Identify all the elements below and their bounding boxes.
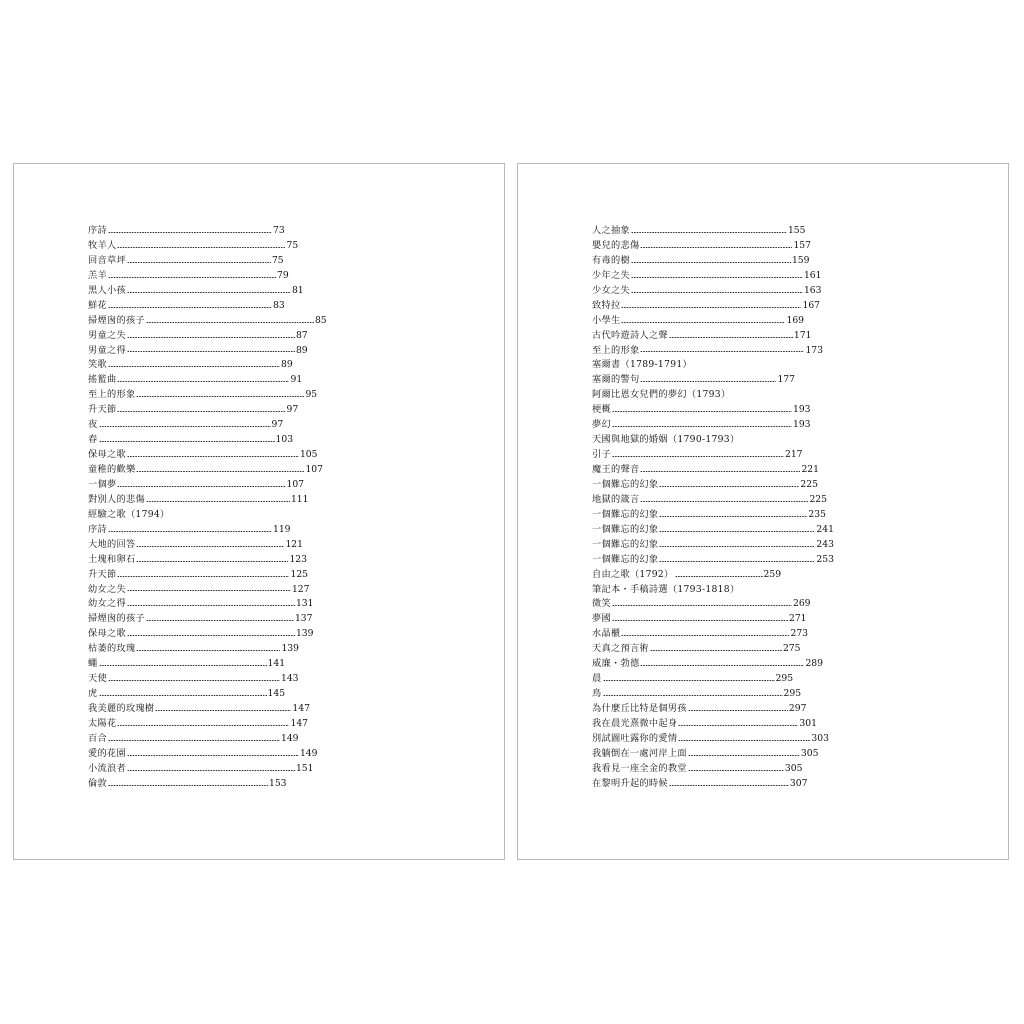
dot-leader: [603, 680, 775, 681]
toc-entry: [592, 373, 834, 388]
toc-entry: [88, 463, 327, 478]
toc-entry: [592, 269, 834, 284]
dot-leader: [155, 710, 291, 711]
toc-entry-title: 幼女之得: [88, 598, 126, 610]
toc-page-number: 87: [295, 329, 308, 341]
toc-entry-title: 夢國: [592, 613, 611, 625]
dot-leader: [117, 576, 289, 577]
toc-entry-title: 土塊和卵石: [88, 553, 136, 565]
section-heading: [592, 583, 834, 598]
toc-page-number: 147: [290, 717, 309, 729]
dot-leader: [640, 665, 804, 666]
toc-entry-title: 夜: [88, 419, 98, 431]
toc-page-number: 119: [272, 523, 291, 535]
dot-leader: [108, 277, 276, 278]
toc-entry-title: 自由之歌（1792）: [592, 568, 674, 580]
toc-page-number: 155: [787, 225, 806, 236]
dot-leader: [659, 531, 815, 532]
toc-page-number: 91: [290, 374, 303, 386]
toc-entry: [88, 687, 327, 702]
toc-entry-title: 致特拉: [592, 299, 621, 311]
dot-leader: [108, 740, 280, 741]
toc-entry: [88, 642, 327, 657]
toc-entry: [88, 314, 327, 329]
dot-leader: [117, 486, 285, 487]
toc-entry-title: 至上的形象: [592, 344, 640, 356]
toc-entry-title: 夢幻: [592, 419, 611, 431]
toc-entry: [592, 687, 834, 702]
toc-page-number: 107: [305, 464, 323, 475]
toc-entry: [88, 597, 327, 612]
dot-leader: [631, 277, 803, 278]
toc-entry: [592, 493, 834, 508]
toc-entry-title: 掃煙囪的孩子: [88, 613, 145, 625]
toc-page-number: 159: [791, 254, 810, 266]
dot-leader: [612, 605, 792, 606]
dot-leader: [631, 292, 803, 293]
toc-entry: [592, 702, 834, 717]
toc-entry: [88, 777, 327, 792]
toc-entry: [592, 314, 834, 329]
toc-entry: [592, 224, 834, 239]
toc-entry: [88, 627, 327, 642]
toc-page-number: 75: [286, 239, 299, 251]
toc-entry-title: 我在晨光熹微中起身: [592, 717, 678, 729]
toc-entry: [592, 597, 834, 612]
dot-leader: [631, 232, 787, 233]
toc-entry: [88, 553, 327, 568]
toc-entry-title: 保母之歌: [88, 449, 126, 461]
toc-entry-title: 少女之失: [592, 284, 630, 296]
toc-entry: [592, 239, 834, 254]
toc-entry-title: 引子: [592, 449, 611, 461]
dot-leader: [621, 322, 785, 323]
toc-page-number: 79: [276, 269, 289, 281]
toc-page-number: 121: [285, 538, 303, 550]
toc-entry: [592, 329, 834, 344]
toc-page-number: 243: [816, 538, 834, 550]
section-heading-title: 天國與地獄的婚姻（1790-1793）: [592, 434, 740, 446]
toc-entry: [592, 553, 834, 568]
dot-leader: [136, 471, 304, 472]
toc-entry: [88, 299, 327, 314]
toc-entry-title: 別試圖吐露你的愛情: [592, 732, 678, 744]
dot-leader: [108, 785, 268, 786]
toc-page-number: 305: [800, 747, 819, 759]
toc-entry-title: 我躺倒在一處河岸上面: [592, 747, 687, 759]
toc-entry: [592, 448, 834, 463]
toc-entry: [88, 747, 327, 762]
toc-entry: [592, 523, 834, 538]
dot-leader: [688, 710, 788, 711]
toc-entry: [88, 239, 327, 254]
dot-leader: [108, 531, 272, 532]
toc-page-number: 131: [295, 598, 314, 610]
dot-leader: [688, 755, 800, 756]
toc-page-number: 111: [290, 493, 309, 505]
toc-page-number: 225: [800, 478, 818, 490]
toc-entry-title: 至上的形象: [88, 389, 136, 401]
toc-page-number: 295: [775, 673, 794, 685]
toc-page-number: 177: [777, 374, 795, 386]
toc-entry-title: 序詩: [88, 523, 107, 535]
dot-leader: [127, 605, 295, 606]
toc-entry: [88, 493, 327, 508]
toc-entry: [88, 224, 327, 239]
toc-page-number: 139: [281, 643, 299, 655]
toc-entry-title: 天真之預言術: [592, 643, 649, 655]
toc-entry-title: 少年之失: [592, 269, 630, 281]
toc-page-number: 125: [290, 568, 309, 580]
toc-entry-title: 虎: [88, 688, 98, 700]
dot-leader: [640, 351, 804, 352]
dot-leader: [136, 546, 284, 547]
dot-leader: [612, 411, 792, 412]
toc-page-number: 107: [286, 478, 305, 490]
toc-entry: [88, 732, 327, 747]
toc-entry-title: 鮮花: [88, 299, 107, 311]
dot-leader: [108, 366, 280, 367]
toc-page-number: 89: [295, 344, 308, 356]
toc-entry: [88, 657, 327, 672]
toc-entry-title: 梗概: [592, 404, 611, 416]
toc-page-number: 221: [801, 464, 819, 475]
toc-entry: [592, 463, 834, 478]
toc-entry: [592, 478, 834, 493]
toc-entry-title: 一個難忘的幻象: [592, 523, 659, 535]
toc-page-number: 273: [790, 628, 809, 640]
toc-entry-title: 枯萎的玫瑰: [88, 643, 136, 655]
dot-leader: [127, 262, 271, 263]
toc-entry-title: 一個難忘的幻象: [592, 478, 659, 490]
dot-leader: [675, 576, 763, 577]
toc-entry-title: 愛的花園: [88, 747, 126, 759]
toc-entry: [88, 329, 327, 344]
toc-entry-title: 嬰兒的悲傷: [592, 239, 640, 251]
toc-entry-title: 百合: [88, 732, 107, 744]
dot-leader: [640, 247, 792, 248]
toc-page-number: 289: [805, 658, 823, 670]
dot-leader: [621, 307, 801, 308]
toc-page-number: 173: [805, 344, 823, 356]
toc-entry: [592, 777, 834, 792]
toc-page-number: 97: [286, 404, 299, 416]
toc-entry-title: 蠅: [88, 658, 98, 670]
toc-entry-title: 掃煙囪的孩子: [88, 314, 145, 326]
dot-leader: [659, 486, 799, 487]
toc-page-number: 141: [267, 658, 286, 670]
toc-page-number: 153: [268, 777, 287, 789]
toc-entry-title: 太陽花: [88, 717, 117, 729]
toc-entry: [88, 254, 327, 269]
toc-entry-title: 男童之失: [88, 329, 126, 341]
dot-leader: [117, 411, 285, 412]
dot-leader: [136, 396, 304, 397]
dot-leader: [99, 426, 271, 427]
toc-page-number: 147: [292, 703, 310, 714]
toc-entry-title: 古代吟遊詩人之聲: [592, 329, 668, 341]
toc-entry-title: 小流浪者: [88, 762, 126, 774]
dot-leader: [659, 516, 807, 517]
dot-leader: [127, 292, 291, 293]
toc-page-number: 225: [809, 493, 827, 505]
toc-entry-title: 一個難忘的幻象: [592, 553, 659, 565]
dot-leader: [108, 680, 280, 681]
toc-entry-title: 我美麗的玫瑰樹: [88, 703, 155, 714]
dot-leader: [127, 351, 295, 352]
toc-page-number: 269: [792, 598, 811, 610]
toc-entry-title: 地獄的箴言: [592, 493, 640, 505]
table-of-contents-left: [88, 224, 327, 792]
toc-entry: [592, 538, 834, 553]
toc-entry-title: 在黎明升起的時候: [592, 777, 668, 789]
toc-page-number: 149: [280, 732, 299, 744]
toc-entry: [592, 403, 834, 418]
toc-page-number: 193: [792, 404, 811, 416]
toc-entry: [88, 373, 327, 388]
dot-leader: [127, 337, 295, 338]
dot-leader: [146, 322, 314, 323]
toc-page-number: 253: [816, 553, 834, 565]
toc-page-number: 127: [291, 583, 310, 595]
toc-page-number: 139: [295, 628, 314, 640]
dot-leader: [678, 740, 810, 741]
toc-entry-title: 大地的回答: [88, 538, 136, 550]
toc-page-number: 307: [789, 777, 808, 789]
toc-page-number: 143: [280, 673, 299, 685]
toc-entry: [88, 284, 327, 299]
dot-leader: [146, 620, 294, 621]
toc-page-number: 85: [314, 314, 327, 326]
toc-entry: [88, 344, 327, 359]
toc-entry: [88, 418, 327, 433]
dot-leader: [117, 725, 289, 726]
toc-entry-title: 保母之歌: [88, 628, 126, 640]
dot-leader: [669, 785, 789, 786]
toc-page-number: 217: [784, 449, 803, 461]
toc-entry: [88, 672, 327, 687]
dot-leader: [108, 307, 272, 308]
toc-page-number: 149: [299, 747, 318, 759]
toc-page-number: 161: [803, 269, 822, 281]
toc-page-number: 295: [783, 688, 802, 700]
section-heading-title: 塞爾書（1789-1791）: [592, 359, 693, 371]
dot-leader: [678, 725, 798, 726]
toc-page-number: 271: [788, 613, 807, 625]
dot-leader: [659, 546, 815, 547]
dot-leader: [688, 770, 784, 771]
dot-leader: [136, 650, 280, 651]
toc-page-number: 163: [803, 284, 822, 296]
toc-entry-title: 水晶櫃: [592, 628, 621, 640]
toc-entry: [592, 344, 834, 359]
dot-leader: [612, 456, 784, 457]
toc-entry: [88, 762, 327, 777]
toc-page-number: 123: [289, 553, 307, 565]
toc-entry-title: 為什麼丘比特是個男孩: [592, 703, 687, 714]
section-heading: [592, 433, 834, 448]
right-page: [517, 163, 1009, 860]
dot-leader: [621, 635, 789, 636]
toc-page-number: 167: [802, 299, 821, 311]
toc-entry-title: 序詩: [88, 225, 107, 236]
toc-page-number: 103: [275, 434, 294, 446]
toc-entry-title: 小學生: [592, 314, 621, 326]
toc-entry-title: 男童之得: [88, 344, 126, 356]
toc-entry: [592, 627, 834, 642]
section-heading-title: 經驗之歌（1794）: [88, 508, 170, 520]
toc-entry: [88, 568, 327, 583]
dot-leader: [659, 561, 815, 562]
section-heading-title: 阿爾比恩女兒們的夢幻（1793）: [592, 389, 731, 401]
dot-leader: [99, 665, 267, 666]
toc-entry: [592, 418, 834, 433]
toc-entry: [592, 299, 834, 314]
toc-page-number: 97: [271, 419, 284, 431]
toc-entry: [88, 523, 327, 538]
dot-leader: [127, 456, 299, 457]
table-of-contents-right: [592, 224, 834, 792]
section-heading: [592, 358, 834, 373]
dot-leader: [127, 635, 295, 636]
toc-page-number: 275: [782, 643, 801, 655]
dot-leader: [146, 501, 290, 502]
section-heading: [88, 508, 327, 523]
toc-entry: [88, 358, 327, 373]
toc-page-number: 81: [291, 284, 304, 296]
toc-entry-title: 天使: [88, 673, 107, 685]
dot-leader: [669, 337, 793, 338]
toc-entry-title: 一個難忘的幻象: [592, 538, 659, 550]
dot-leader: [640, 471, 800, 472]
toc-page-number: 241: [816, 523, 834, 535]
dot-leader: [99, 695, 267, 696]
toc-entry: [592, 747, 834, 762]
toc-page-number: 105: [299, 449, 318, 461]
dot-leader: [117, 247, 285, 248]
toc-entry: [88, 403, 327, 418]
toc-entry: [88, 448, 327, 463]
toc-entry-title: 羔羊: [88, 269, 107, 281]
toc-page-number: 193: [792, 419, 811, 431]
toc-page-number: 301: [799, 717, 817, 729]
toc-entry-title: 牧羊人: [88, 239, 117, 251]
toc-entry-title: 幼女之失: [88, 583, 126, 595]
dot-leader: [640, 501, 808, 502]
toc-entry-title: 春: [88, 434, 98, 446]
dot-leader: [108, 232, 272, 233]
toc-entry: [592, 254, 834, 269]
toc-entry-title: 升天節: [88, 568, 117, 580]
toc-entry: [592, 732, 834, 747]
toc-entry-title: 黑人小孩: [88, 284, 126, 296]
toc-page-number: 137: [294, 613, 313, 625]
toc-entry-title: 搖籃曲: [88, 374, 117, 386]
dot-leader: [99, 441, 275, 442]
dot-leader: [631, 262, 791, 263]
toc-entry: [592, 717, 834, 732]
toc-entry: [592, 508, 834, 523]
toc-page-number: 73: [272, 225, 285, 236]
toc-page-number: 157: [793, 239, 811, 251]
toc-entry-title: 一個難忘的幻象: [592, 508, 659, 520]
toc-entry-title: 一個夢: [88, 478, 117, 490]
dot-leader: [127, 755, 299, 756]
toc-page-number: 151: [295, 762, 314, 774]
toc-entry: [88, 583, 327, 598]
toc-entry-title: 倫敦: [88, 777, 107, 789]
toc-page-number: 83: [272, 299, 285, 311]
toc-entry-title: 回音草坪: [88, 254, 126, 266]
dot-leader: [612, 620, 788, 621]
toc-page-number: 297: [788, 703, 807, 714]
toc-entry-title: 晨: [592, 673, 602, 685]
toc-entry: [88, 269, 327, 284]
toc-entry-title: 我看見一座全金的教堂: [592, 762, 687, 774]
dot-leader: [127, 770, 295, 771]
toc-entry: [592, 672, 834, 687]
toc-entry-title: 人之抽象: [592, 225, 630, 236]
toc-entry-title: 塞爾的警句: [592, 374, 640, 386]
toc-entry-title: 升天節: [88, 404, 117, 416]
toc-page-number: 95: [305, 389, 318, 401]
dot-leader: [136, 561, 288, 562]
toc-entry: [592, 568, 834, 583]
toc-entry: [592, 762, 834, 777]
toc-entry: [592, 612, 834, 627]
toc-page-number: 305: [784, 762, 803, 774]
toc-page-number: 171: [793, 329, 812, 341]
toc-entry-title: 威廉・勃德: [592, 658, 640, 670]
toc-page-number: 145: [267, 688, 286, 700]
dot-leader: [650, 650, 782, 651]
toc-entry: [592, 284, 834, 299]
dot-leader: [640, 381, 776, 382]
dot-leader: [603, 695, 783, 696]
toc-page-number: 75: [271, 254, 284, 266]
toc-entry: [592, 657, 834, 672]
toc-entry: [88, 478, 327, 493]
toc-entry-title: 微笑: [592, 598, 611, 610]
toc-entry-title: 鳥: [592, 688, 602, 700]
toc-page-number: 169: [786, 314, 805, 326]
toc-entry: [88, 538, 327, 553]
section-heading-title: 筆記本・手稿詩選（1793-1818）: [592, 583, 740, 595]
toc-entry-title: 笑歌: [88, 359, 107, 371]
toc-entry-title: 童稚的歡樂: [88, 464, 136, 475]
dot-leader: [612, 426, 792, 427]
toc-entry-title: 有毒的樹: [592, 254, 630, 266]
toc-page-number: 303: [811, 732, 829, 744]
toc-page-number: 235: [808, 508, 826, 520]
dot-leader: [127, 590, 291, 591]
toc-entry: [88, 433, 327, 448]
section-heading: [592, 388, 834, 403]
toc-entry: [88, 717, 327, 732]
toc-page-number: 259: [763, 568, 782, 580]
toc-entry-title: 魔王的聲音: [592, 464, 640, 475]
toc-page-number: 89: [280, 359, 293, 371]
toc-entry: [88, 702, 327, 717]
toc-entry: [88, 388, 327, 403]
toc-entry: [592, 642, 834, 657]
dot-leader: [117, 381, 289, 382]
toc-entry: [88, 612, 327, 627]
left-page: [13, 163, 505, 860]
toc-entry-title: 對別人的悲傷: [88, 493, 145, 505]
